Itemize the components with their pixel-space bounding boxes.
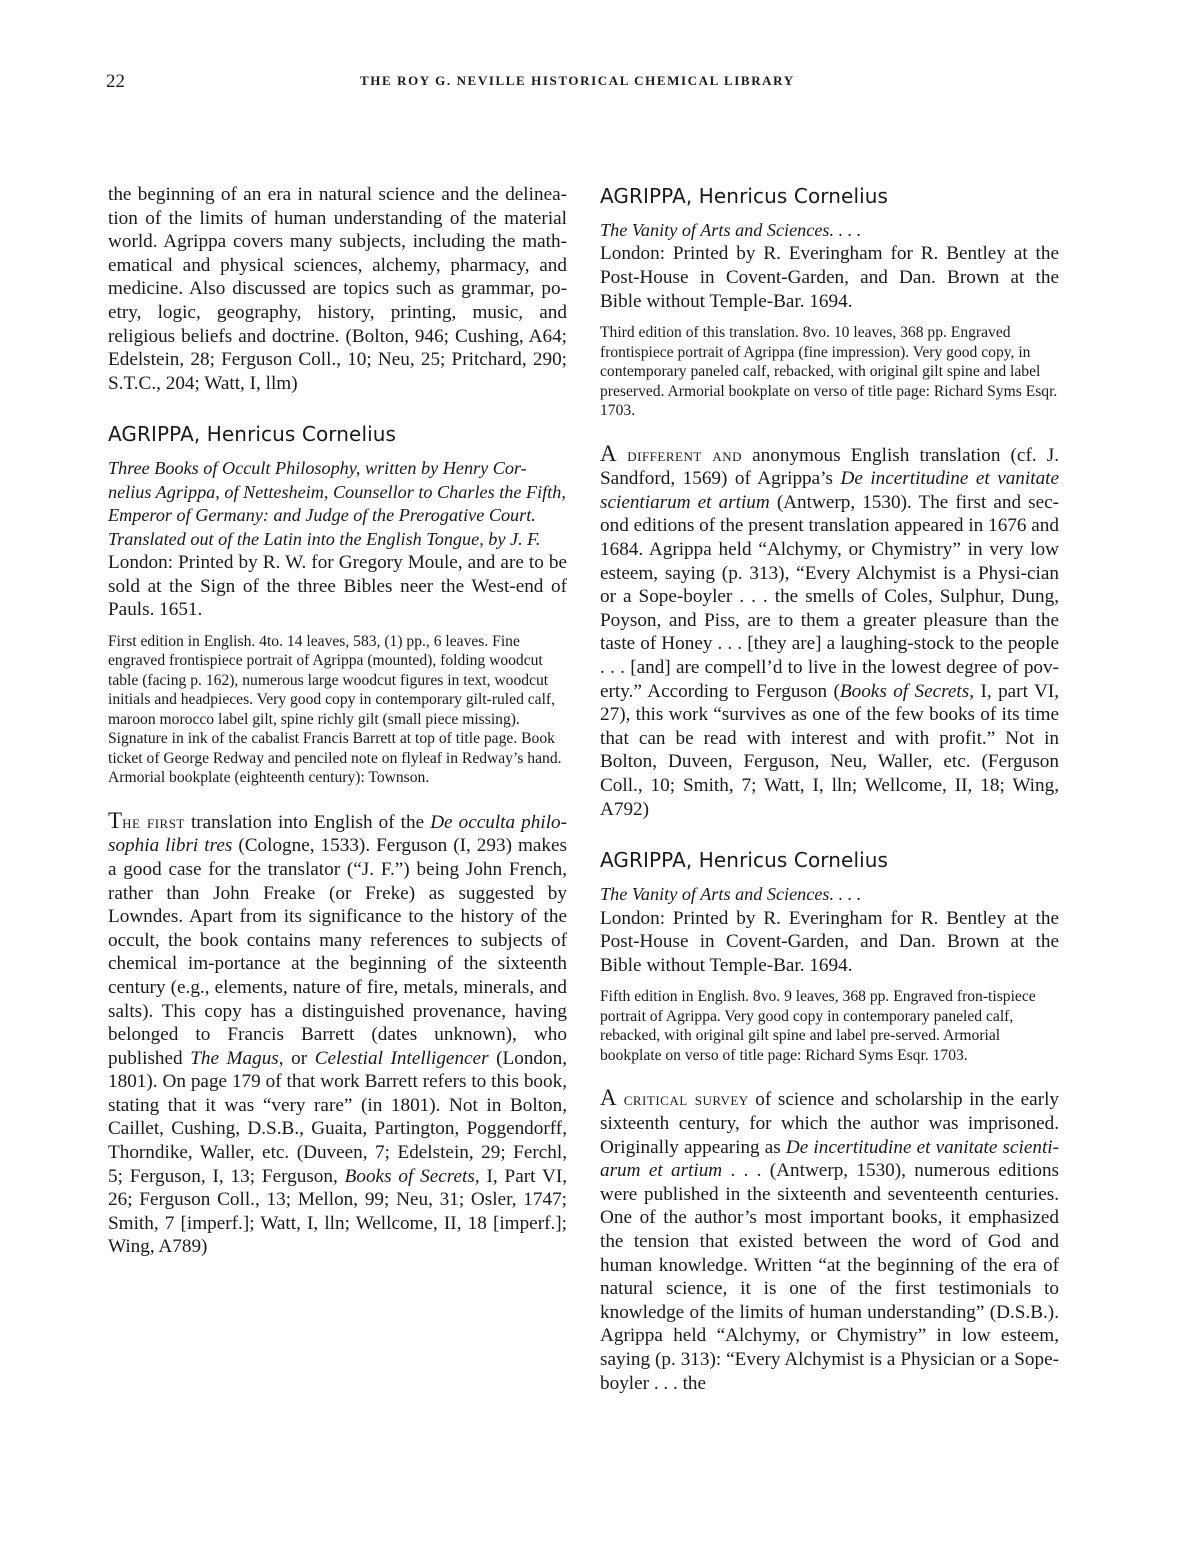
italic-title: De incertitudine et vanitate scienti-arum et artium [600, 1136, 1059, 1182]
entry-heading: AGRIPPA, Henricus Cornelius [600, 184, 889, 208]
text-segment: (Cologne, 1533). Ferguson (I, 293) makes a good case for the translator (“J. F.”) being John French, rather than John Freake (or Freke) as suggested by Lowndes. Apart from its significance to the history of the occult, the book contains many references to subjects of chemical im-portance at the beginning of the sixteenth century (e.g., elements, nature of fire, metals, minerals, and salts). This copy has a distinguished provenance, having belonged to Francis Barrett (dates unknown), who published [108, 835, 568, 1069]
entry-description: Fifth edition in English. 8vo. 9 leaves, 368 pp. Engraved fron-tispiece portrait of Agrippa. Very good copy in contemporary paneled calf, rebacked, with original gilt spine and label pre-served. Armorial bookplate on verso of title page: Richard Syms Esqr. 1703. [600, 988, 1036, 1064]
catalog-entry [600, 183, 1059, 821]
running-head: THE ROY G. NEVILLE HISTORICAL CHEMICAL LIBRARY [360, 73, 795, 88]
italic-title: De incertitudine et vanitate scientiarum et artium [600, 468, 1060, 513]
text-segment: , I, Part VI, 26; Ferguson Coll., 13; Mellon, 99; Neu, 31; Osler, 1747; Smith, 7 [imperf.]; Watt, I, lln; Wellcome, II, 18 [imperf.]; Wing, A789) [108, 1165, 568, 1258]
catalog-entry [600, 847, 1059, 1395]
text-segment: (London, 1801). On page 179 of that work Barrett refers to this book, stating that it was “very rare” (in 1801). Not in Bolton, Caillet, Cushing, D.S.B., Guaita, Partington, Poggendorff, Thorndike, Waller, etc. (Duveen, 7; Edelstein, 29; Ferchl, 5; Ferguson, I, 13; Ferguson, [108, 1047, 567, 1187]
entry-description: First edition in English. 4to. 14 leaves, 583, (1) pp., 6 leaves. Fine engraved frontispiece portrait of Agrippa (mounted), folding woodcut table (facing p. 162), numerous large woodcut figures in text, woodcut initials and headpieces. Very good copy in contemporary gilt-ruled calf, maroon morocco label gilt, spine richly gilt (small piece missing). Signature in ink of the cabalist Francis Barrett at top of title page. Book ticket of George Redway and penciled note on flyleaf in Redway’s hand. Armorial bookplate (eighteenth century): Townson. [108, 632, 562, 787]
italic-title: De occulta philo-sophia libri tres [108, 811, 568, 857]
entry-imprint: London: Printed by R. Everingham for R. Bentley at the Post-House in Covent-Garden, and Dan. Brown at the Bible without Temple-Bar. 1694. [600, 243, 1059, 312]
text-segment: (Antwerp, 1530). The first and sec-ond editions of the present translation appeared in 1676 and 1684. Agrippa held “Alchymy, or Chymistry” in very low esteem, saying (p. 313), “Every Alchymist is a Physi-cian or a Sope-boyler . . . the smells of Coles, Sulphur, Dung, Poyson, and Piss, are to them a greater pleasure than the taste of Honey . . . [they are] a laughing-stock to the people . . . [and] are compell’d to live in the lowest degree of pov-erty.” According to Ferguson ( [600, 491, 1059, 702]
smallcaps-lead: different and [616, 444, 743, 466]
entry-title: The Vanity of Arts and Sciences. . . . [600, 220, 862, 240]
entry-description: Third edition of this translation. 8vo. 10 leaves, 368 pp. Engraved frontispiece portrait of Agrippa (fine impression). Very good copy, in contemporary paneled calf, rebacked, with original gilt spine and label preserved. Armorial bookplate on verso of title page: Richard Syms Esqr. 1703. [600, 324, 1058, 420]
text-segment: I, part VI, 27), this work “survives as one of the few books of its time that can be read with interest and with profit.” Not in Bolton, Duveen, Ferguson, Neu, Waller, etc. (Ferguson Coll., 10; Smith, 7; Watt, I, lln; Wellcome, II, 18; Wing, A792) [600, 680, 1060, 820]
right-column [600, 183, 1059, 1395]
italic-title: The Magus [190, 1047, 279, 1069]
text-segment: . . . (Antwerp, 1530), numerous editions were published in the sixteenth and seventeenth centuries. One of the author’s most important books, it emphasized the tension that existed between the word of God and human knowledge. Written “at the beginning of the era of natural science, it is one of the first testimonials to knowledge of the limits of human understanding” (D.S.B.). Agrippa held “Alchymy, or Chymistry” in low esteem, saying (p. 313): “Every Alchymist is a Physician or a Sope-boyler . . . the [600, 1160, 1060, 1394]
entry-heading: AGRIPPA, Henricus Cornelius [600, 848, 889, 873]
italic-title: Books of Secrets, [839, 680, 975, 702]
entry-commentary [108, 809, 567, 1259]
continuation-paragraph: the beginning of an era in natural science and the delinea-tion of the limits of human understanding of the material world. Agrippa covers many subjects, including the math-ematical and physical sciences, alchemy, pharmacy, and medicine. Also discussed are topics such as grammar, po-etry, logic, geography, history, printing, music, and religious beliefs and doctrine. (Bolton, 946; Cushing, A64; Edelstein, 28; Ferguson Coll., 10; Neu, 25; Pritchard, 290; S.T.C., 204; Watt, I, llm) [108, 184, 567, 394]
page-number: 22 [106, 71, 125, 92]
text-segment: translation into English of the [184, 811, 431, 833]
entry-title: The Vanity of Arts and Sciences. . . . [600, 884, 862, 905]
smallcaps-lead: critical survey [616, 1089, 749, 1111]
left-column [108, 183, 567, 1259]
dropcap: T [108, 807, 123, 833]
smallcaps-lead: he first [122, 811, 185, 833]
entry-imprint: London: Printed by R. Everingham for R. Bentley at the Post-House in Covent-Garden, and Dan. Brown at the Bible without Temple-Bar. 1694. [600, 907, 1059, 976]
text-segment: anonymous English translation (cf. J. Sandford, 1569) of Agrippa’s [600, 444, 1059, 490]
dropcap: A [600, 1085, 617, 1111]
text-segment: , or [278, 1047, 315, 1069]
entry-imprint: London: Printed by R. W. for Gregory Moule, and are to be sold at the Sign of the three Bibles neer the West-end of Pauls. 1651. [108, 551, 567, 621]
text-segment: of science and scholarship in the early sixteenth century, for which the author was imprisoned. Originally appearing as [600, 1089, 1060, 1158]
dropcap: A [600, 440, 617, 466]
entry-commentary [600, 442, 1059, 822]
entry-title: Three Books of Occult Philosophy, written by Henry Cor-nelius Agrippa, of Nettesheim, Counsellor to Charles the Fifth, Emperor of Germany: and Judge of the Prerogative Court. Translated out of the Latin into the English Tongue, by J. F. [108, 458, 566, 549]
italic-title: Books of Secrets [344, 1165, 475, 1187]
entry-heading: AGRIPPA, Henricus Cornelius [108, 422, 397, 447]
catalog-entry [108, 421, 567, 1259]
entry-commentary [600, 1086, 1059, 1395]
italic-title: Celestial Intelligencer [314, 1047, 489, 1069]
